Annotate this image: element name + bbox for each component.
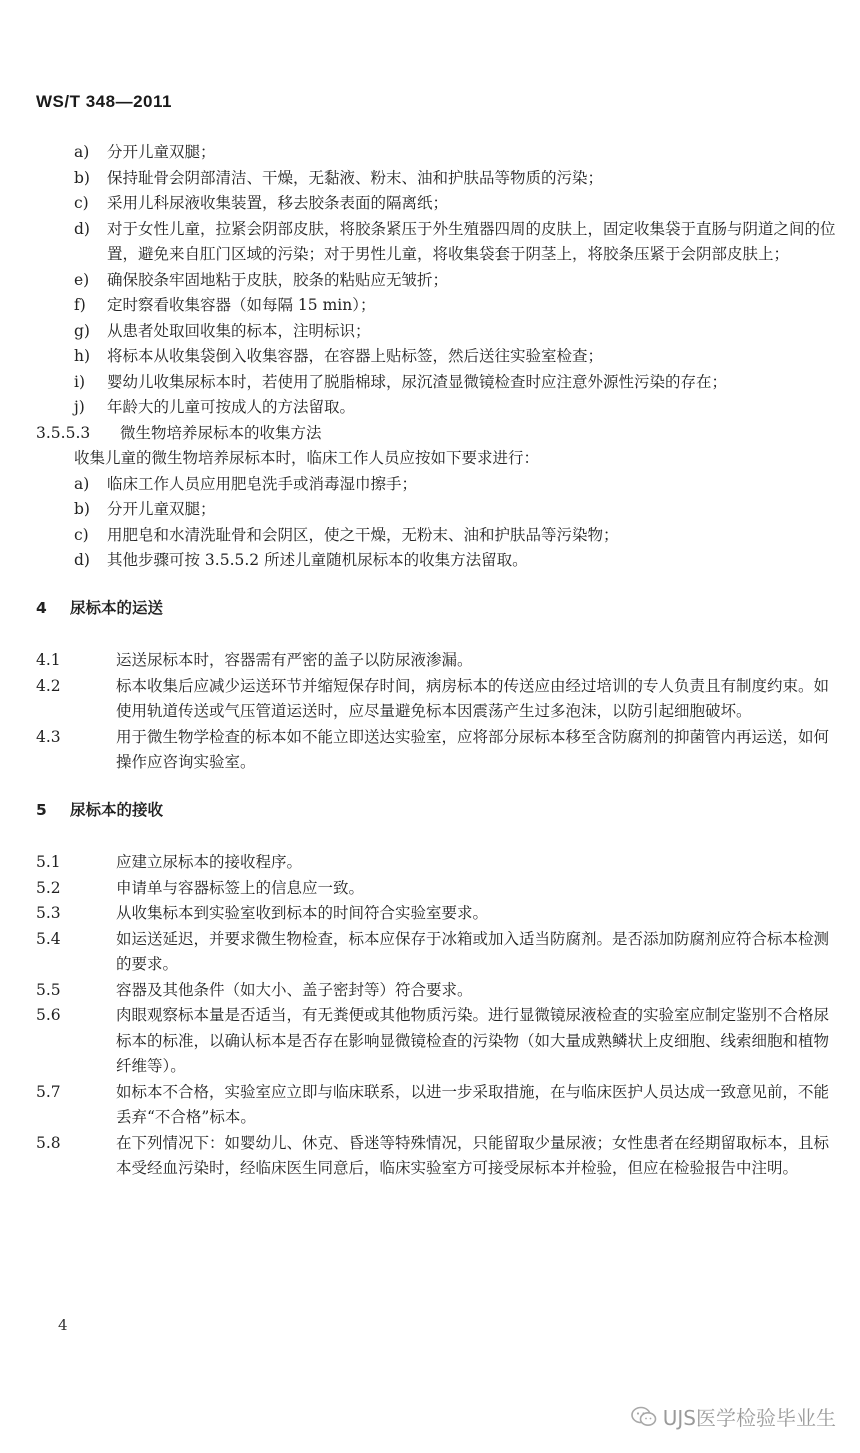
sec-3553-heading — [36, 421, 840, 447]
item-text: 采用儿科尿液收集装置，移去胶条表面的隔离纸； — [107, 194, 449, 212]
item-marker: i) — [74, 372, 86, 391]
item-text: 从患者处取回收集的标本，注明标识； — [107, 321, 371, 340]
wechat-icon — [631, 1406, 657, 1428]
item-text: 婴幼儿收集尿标本时，若使用了脱脂棉球，尿沉渣显微镜检查时应注意外源性污染的存在； — [107, 372, 728, 391]
item-marker: a) — [74, 474, 90, 493]
clause — [36, 1080, 840, 1131]
item-text: 将标本从收集袋倒入收集容器，在容器上贴标签，然后送往实验室检查； — [107, 347, 604, 365]
clause-title: 微生物培养尿标本的收集方法 — [120, 423, 322, 442]
item-marker: 5.3 — [36, 904, 61, 922]
item-marker: g) — [74, 321, 90, 340]
item-marker: 4.3 — [36, 727, 61, 746]
list-item — [36, 548, 840, 574]
item-text: 确保胶条牢固地粘于皮肤，胶条的粘贴应无皱折； — [107, 270, 449, 289]
clause — [36, 1003, 840, 1080]
item-marker: 5.2 — [36, 878, 61, 897]
item-text: 申请单与容器标签上的信息应一致。 — [116, 878, 365, 897]
list-item — [36, 319, 840, 345]
list-item — [36, 497, 840, 523]
item-text: 肉眼观察标本量是否适当，有无粪便或其他物质污染。进行显微镜尿液检查的实验室应制定鉴别不合格尿标本的标准，以确认标本是否存在影响显微镜检查的污染物（如大量成熟鳞状上皮细胞、线索细胞和植物纤维等）。 — [116, 1006, 830, 1075]
item-text: 对于女性儿童，拉紧会阴部皮肤，将胶条紧压于外生殖器四周的皮肤上，固定收集袋于直肠与阴道之间的位置，避免来自肛门区域的污染；对于男性儿童，将收集袋套于阴茎上，将胶条压紧于会阴部皮肤上； — [107, 219, 836, 263]
item-text: 标本收集后应减少运送环节并缩短保存时间，病房标本的传送应由经过培训的专人负责且有制度约束。如使用轨道传送或气压管道运送时，应尽量避免标本因震荡产生过多泡沫，以防引起细胞破坏。 — [116, 676, 830, 720]
item-text: 年龄大的儿童可按成人的方法留取。 — [107, 398, 356, 416]
document-body — [36, 140, 840, 1182]
item-marker: f) — [74, 296, 86, 314]
item-marker: 5.7 — [36, 1082, 61, 1101]
item-marker: 4.2 — [36, 676, 61, 695]
item-text: 定时察看收集容器（如每隔 15 min）； — [107, 296, 376, 314]
section-5-heading — [36, 798, 840, 824]
section-title: 尿标本的接收 — [70, 800, 164, 819]
item-marker: 5.1 — [36, 853, 61, 871]
item-marker: b) — [74, 168, 90, 187]
clause — [36, 876, 840, 902]
item-text: 在下列情况下：如婴幼儿、休克、昏迷等特殊情况，只能留取少量尿液；女性患者在经期留取标本，且标本受经血污染时，经临床医生同意后，临床实验室方可接受尿标本并检验，但应在检验报告中注明。 — [116, 1133, 830, 1177]
item-marker: 5.8 — [36, 1133, 61, 1152]
item-text: 容器及其他条件（如大小、盖子密封等）符合要求。 — [116, 980, 473, 999]
item-marker: e) — [74, 270, 90, 289]
item-text: 保持耻骨会阴部清洁、干燥，无黏液、粉末、油和护肤品等物质的污染； — [107, 168, 604, 187]
item-marker: c) — [74, 194, 89, 212]
item-marker: 5.4 — [36, 929, 61, 948]
item-marker: c) — [74, 525, 89, 544]
clause-number: 3.5.5.3 — [36, 423, 91, 442]
clause — [36, 978, 840, 1004]
item-text: 其他步骤可按 3.5.5.2 所述儿童随机尿标本的收集方法留取。 — [107, 551, 528, 569]
item-marker: a) — [74, 143, 90, 161]
list-item — [36, 523, 840, 549]
item-text: 应建立尿标本的接收程序。 — [116, 853, 303, 871]
item-text: 分开儿童双腿； — [107, 500, 216, 518]
section-5-clauses — [36, 850, 840, 1182]
page-number: 4 — [58, 1316, 68, 1334]
standard-number: WS/T 348—2011 — [36, 92, 172, 111]
list-item — [36, 395, 840, 421]
list-item — [36, 140, 840, 166]
clause — [36, 725, 840, 776]
item-text: 如运送延迟，并要求微生物检查，标本应保存于冰箱或加入适当防腐剂。是否添加防腐剂应符合标本检测的要求。 — [116, 929, 830, 973]
list-item — [36, 217, 840, 268]
item-text: 运送尿标本时，容器需有严密的盖子以防尿液渗漏。 — [116, 651, 473, 669]
item-marker: j) — [74, 398, 85, 416]
list-item — [36, 370, 840, 396]
clause — [36, 648, 840, 674]
item-marker: b) — [74, 500, 90, 518]
item-marker: 5.6 — [36, 1006, 61, 1024]
watermark-text: UJS医学检验毕业生 — [662, 1406, 836, 1430]
item-marker: d) — [74, 219, 90, 238]
section-number: 5 — [36, 800, 47, 819]
item-text: 分开儿童双腿； — [107, 143, 216, 161]
section-4-clauses — [36, 648, 840, 776]
list-item — [36, 191, 840, 217]
sec-3552-list — [36, 140, 840, 421]
list-item — [36, 166, 840, 192]
item-text: 从收集标本到实验室收到标本的时间符合实验室要求。 — [116, 904, 489, 922]
section-4-heading — [36, 596, 840, 622]
section-title: 尿标本的运送 — [70, 598, 164, 617]
item-text: 用肥皂和水清洗耻骨和会阴区，使之干燥，无粉末、油和护肤品等污染物； — [107, 525, 619, 544]
list-item — [36, 293, 840, 319]
sec-3553-list — [36, 472, 840, 574]
item-text: 如标本不合格，实验室应立即与临床联系，以进一步采取措施，在与临床医护人员达成一致意见前，不能丢弃“不合格”标本。 — [116, 1082, 830, 1126]
item-text: 用于微生物学检查的标本如不能立即送达实验室，应将部分尿标本移至含防腐剂的抑菌管内再运送，如何操作应咨询实验室。 — [116, 727, 830, 771]
sec-3553-intro: 收集儿童的微生物培养尿标本时，临床工作人员应按如下要求进行： — [74, 449, 540, 467]
clause — [36, 901, 840, 927]
clause — [36, 850, 840, 876]
list-item — [36, 268, 840, 294]
clause — [36, 927, 840, 978]
clause — [36, 674, 840, 725]
clause — [36, 1131, 840, 1182]
list-item — [36, 472, 840, 498]
section-number: 4 — [36, 598, 47, 617]
list-item — [36, 344, 840, 370]
item-text: 临床工作人员应用肥皂洗手或消毒湿巾擦手； — [107, 474, 418, 493]
item-marker: d) — [74, 551, 90, 569]
item-marker: h) — [74, 347, 91, 365]
watermark — [631, 1402, 836, 1431]
item-marker: 5.5 — [36, 980, 61, 999]
item-marker: 4.1 — [36, 651, 61, 669]
